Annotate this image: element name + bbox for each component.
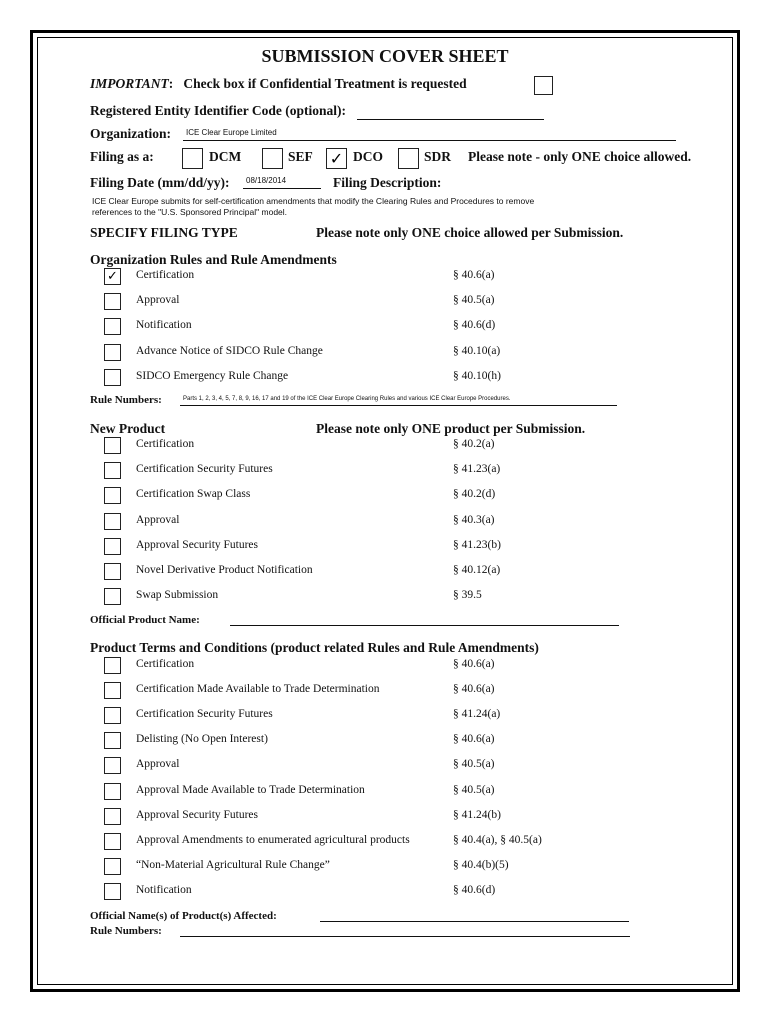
organization-value: ICE Clear Europe Limited	[186, 128, 277, 137]
new-product-item-regulation: § 40.12(a)	[453, 564, 501, 576]
product-terms-item-regulation: § 40.6(d)	[453, 883, 496, 896]
org-rule-item-label: Certification	[136, 269, 195, 281]
filing-dco-label: DCO	[353, 149, 383, 164]
org-rule-numbers-value: Parts 1, 2, 3, 4, 5, 7, 8, 9, 16, 17 and 19 of the ICE Clear Europe Clearing Rules and various ICE Clear Europe Procedures.	[183, 396, 511, 402]
product-terms-item-label: Approval Made Available to Trade Determination	[136, 783, 365, 796]
product-terms-item-checkbox[interactable]	[104, 707, 121, 724]
dco-check-mark: ✓	[329, 148, 344, 168]
org-rule-item-checkbox[interactable]	[104, 268, 121, 285]
product-terms-item-regulation: § 40.5(a)	[453, 783, 495, 796]
filing-sef-checkbox[interactable]	[262, 148, 283, 169]
filing-dcm-label: DCM	[209, 149, 242, 164]
org-rule-item-checkbox[interactable]	[104, 318, 121, 335]
filing-sdr-checkbox[interactable]	[398, 148, 419, 169]
org-rule-item-regulation: § 40.5(a)	[453, 294, 495, 307]
org-rule-item-checkbox[interactable]	[104, 369, 121, 386]
product-terms-item-checkbox[interactable]	[104, 732, 121, 749]
new-product-item-regulation: § 39.5	[453, 589, 482, 602]
important-text: Check box if Confidential Treatment is requested	[183, 76, 467, 91]
product-terms-item-checkbox[interactable]	[104, 833, 121, 850]
filing-description-label: Filing Description:	[333, 175, 442, 190]
check-mark: ✓	[107, 269, 118, 284]
filing-description-line-2: references to the "U.S. Sponsored Principal" model.	[92, 207, 288, 217]
new-product-item-checkbox[interactable]	[104, 437, 121, 454]
specify-filing-type-label: SPECIFY FILING TYPE	[90, 225, 238, 240]
org-rules-heading: Organization Rules and Rule Amendments	[90, 252, 337, 267]
product-terms-item-label: Approval	[136, 758, 180, 771]
important-label: IMPORTANT	[90, 76, 169, 91]
new-product-item-checkbox[interactable]	[104, 462, 121, 479]
specify-filing-type-note: Please note only ONE choice allowed per Submission.	[316, 225, 624, 240]
filing-dco-checkbox[interactable]	[326, 148, 347, 169]
new-product-item-regulation: § 40.2(d)	[453, 488, 496, 501]
product-terms-item-label: Notification	[136, 883, 192, 896]
product-terms-item-regulation: § 40.6(a)	[453, 658, 495, 670]
org-rule-item-label: Notification	[136, 319, 192, 332]
product-terms-item-checkbox[interactable]	[104, 858, 121, 875]
filing-date-value: 08/18/2014	[246, 176, 287, 185]
filing-dcm-checkbox[interactable]	[182, 148, 203, 169]
filing-date-field[interactable]	[243, 188, 321, 189]
org-rule-numbers-label: Rule Numbers:	[90, 394, 162, 406]
new-product-item-checkbox[interactable]	[104, 563, 121, 580]
product-terms-item-regulation: § 40.6(a)	[453, 683, 495, 696]
org-rule-item-label: Advance Notice of SIDCO Rule Change	[136, 344, 323, 357]
new-product-item-checkbox[interactable]	[104, 513, 121, 530]
product-terms-item-regulation: § 40.4(b)(5)	[453, 858, 509, 871]
new-product-item-label: Approval	[136, 513, 180, 526]
filing-as-note: Please note - only ONE choice allowed.	[468, 149, 692, 164]
org-rule-item-label: Approval	[136, 294, 180, 307]
official-names-affected-field[interactable]	[320, 921, 629, 922]
product-terms-item-label: “Non-Material Agricultural Rule Change”	[136, 858, 330, 871]
new-product-item-checkbox[interactable]	[104, 538, 121, 555]
org-rule-item-regulation: § 40.10(a)	[453, 344, 501, 357]
important-row	[90, 76, 467, 92]
official-names-affected-label: Official Name(s) of Product(s) Affected:	[90, 910, 277, 922]
filing-sdr-label: SDR	[424, 149, 452, 164]
product-terms-item-regulation: § 40.6(a)	[453, 733, 495, 746]
organization-label: Organization:	[90, 126, 171, 141]
new-product-item-label: Swap Submission	[136, 589, 219, 602]
organization-field[interactable]	[183, 140, 676, 141]
product-terms-item-checkbox[interactable]	[104, 682, 121, 699]
product-terms-item-checkbox[interactable]	[104, 657, 121, 674]
filing-sef-label: SEF	[288, 149, 313, 164]
product-terms-rule-numbers-label: Rule Numbers:	[90, 925, 162, 937]
official-product-name-label: Official Product Name:	[90, 614, 200, 626]
product-terms-item-label: Approval Amendments to enumerated agricultural products	[136, 833, 410, 846]
org-rule-item-regulation: § 40.10(h)	[453, 369, 501, 382]
confidential-checkbox[interactable]	[534, 76, 553, 95]
product-terms-item-regulation: § 40.4(a), § 40.5(a)	[453, 833, 542, 846]
important-colon: :	[168, 76, 174, 91]
org-rule-item-regulation: § 40.6(d)	[453, 319, 496, 332]
product-terms-item-label: Certification	[136, 658, 195, 670]
filing-as-label: Filing as a:	[90, 149, 154, 164]
new-product-item-regulation: § 41.23(b)	[453, 538, 501, 551]
new-product-item-label: Approval Security Futures	[136, 538, 259, 551]
product-terms-rule-numbers-field[interactable]	[180, 936, 630, 937]
product-terms-item-checkbox[interactable]	[104, 783, 121, 800]
new-product-item-label: Certification Security Futures	[136, 463, 273, 476]
official-product-name-field[interactable]	[230, 625, 619, 626]
new-product-item-label: Novel Derivative Product Notification	[136, 564, 313, 576]
page-title: SUBMISSION COVER SHEET	[261, 46, 509, 66]
new-product-item-regulation: § 40.3(a)	[453, 513, 495, 526]
org-rule-numbers-field[interactable]	[180, 405, 617, 406]
product-terms-item-label: Delisting (No Open Interest)	[136, 733, 268, 746]
registered-entity-field[interactable]	[357, 119, 544, 120]
filing-date-label: Filing Date (mm/dd/yy):	[90, 175, 230, 190]
new-product-item-label: Certification	[136, 438, 195, 450]
org-rule-item-checkbox[interactable]	[104, 344, 121, 361]
product-terms-item-checkbox[interactable]	[104, 757, 121, 774]
org-rule-item-regulation: § 40.6(a)	[453, 269, 495, 281]
registered-entity-label: Registered Entity Identifier Code (optional):	[90, 103, 346, 118]
product-terms-item-label: Certification Security Futures	[136, 708, 273, 721]
product-terms-item-regulation: § 41.24(b)	[453, 808, 501, 821]
org-rule-item-checkbox[interactable]	[104, 293, 121, 310]
dcm-check-mark	[183, 149, 202, 168]
new-product-item-checkbox[interactable]	[104, 588, 121, 605]
new-product-item-regulation: § 40.2(a)	[453, 438, 495, 450]
product-terms-item-checkbox[interactable]	[104, 883, 121, 900]
org-rule-item-label: SIDCO Emergency Rule Change	[136, 369, 289, 382]
product-terms-item-checkbox[interactable]	[104, 808, 121, 825]
new-product-item-regulation: § 41.23(a)	[453, 463, 501, 476]
product-terms-item-regulation: § 40.5(a)	[453, 758, 495, 771]
product-terms-item-label: Certification Made Available to Trade Determination	[136, 683, 380, 696]
filing-description-line-1: ICE Clear Europe submits for self-certification amendments that modify the Clearing Rules and Procedures to remove	[92, 196, 535, 206]
new-product-item-label: Certification Swap Class	[136, 488, 251, 501]
product-terms-heading: Product Terms and Conditions (product related Rules and Rule Amendments)	[90, 640, 539, 655]
new-product-item-checkbox[interactable]	[104, 487, 121, 504]
product-terms-item-regulation: § 41.24(a)	[453, 708, 501, 721]
new-product-note: Please note only ONE product per Submission.	[316, 421, 586, 436]
product-terms-item-label: Approval Security Futures	[136, 808, 259, 821]
new-product-heading: New Product	[90, 421, 166, 436]
